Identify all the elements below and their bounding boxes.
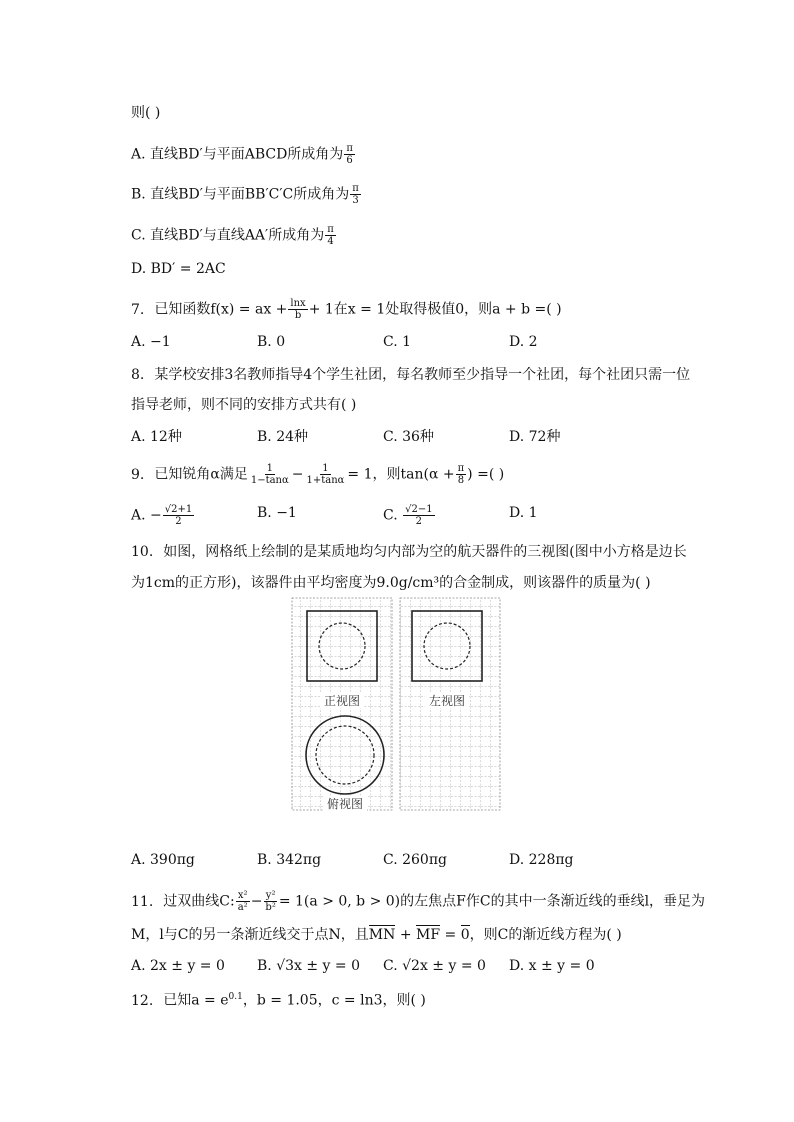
q9-option-b: B. −1 (257, 505, 297, 521)
q11-option-a: A. 2x ± y = 0 (131, 958, 225, 974)
front-view-label: 正视图 (323, 694, 361, 708)
q7-option-b: B. 0 (257, 334, 286, 350)
side-view-label: 左视图 (428, 694, 466, 708)
vector-mn: MN (368, 927, 396, 943)
q10-option-b: B. 342πg (257, 852, 322, 868)
three-view-figure (290, 596, 504, 812)
top-view-label: 俯视图 (326, 797, 364, 811)
q10-option-a: A. 390πg (131, 852, 195, 868)
q11-stem-line2: M，l与C的另一条渐近线交于点N，且MN + MF = 0，则C的渐近线方程为( ) (131, 927, 622, 943)
q6-option-d: D. BD′ = 2AC (131, 261, 226, 277)
vector-mf: MF (416, 927, 441, 943)
q7-stem: 7. 已知函数f(x) = ax + $\frac{\ln x}{b}$ + 1在x = 1处取得极值0，则a + b =( ) (131, 298, 562, 321)
q8-stem-line2: 指导老师，则不同的安排方式共有( ) (131, 397, 357, 413)
q10-option-c: C. 260πg (383, 852, 447, 868)
q8-option-d: D. 72种 (509, 429, 561, 445)
q9-stem: 9. 已知锐角α满足 $\frac{1}{1-\tan\alpha}$ − $\frac{1}{1+\tan\alpha}$ = 1，则tan(α + $\frac{\pi}{8}$ ) =( ) (131, 463, 505, 486)
q8-option-b: B. 24种 (257, 429, 309, 445)
q7-option-c: C. 1 (383, 334, 412, 350)
q9-option-c: C. $\frac{√2-1}{2}$ (383, 504, 433, 527)
q7-option-d: D. 2 (509, 334, 538, 350)
q7-option-a: A. −1 (131, 334, 171, 350)
q12-stem: 12. 已知$a = e^{0.1}$，b = 1.05，c = ln3，则( ) (131, 992, 426, 1009)
q6-stem-end: 则( ) (131, 105, 161, 121)
q6-option-a: A. 直线BD′与平面ABCD所成角为 $\frac{\pi}{6}$ (131, 143, 353, 166)
q11-option-c: C. √2x ± y = 0 (383, 958, 486, 974)
q10-stem-line1: 10. 如图，网格纸上绘制的是某质地均匀内部为空的航天器件的三视图(图中小方格是边长 (131, 544, 687, 560)
q11-stem-line1: 11. 过双曲线C: $\frac{\text{x²}}{\text{a²}}$ − $\frac{\text{y²}}{\text{b²}}$ = 1(a > 0, b > 0)的左焦点F作C的其中一条渐近线的垂线l，垂足为 (131, 890, 706, 913)
q8-stem-line1: 8. 某学校安排3名教师指导4个学生社团，每名教师至少指导一个社团，每个社团只需一位 (131, 367, 691, 383)
q6-option-c: C. 直线BD′与直线AA′所成角为 $\frac{\pi}{4}$ (131, 224, 334, 247)
q6-option-b: B. 直线BD′与平面BB′C′C所成角为 $\frac{\pi}{3}$ (131, 183, 359, 206)
q8-option-a: A. 12种 (131, 429, 182, 445)
q11-option-b: B. √3x ± y = 0 (257, 958, 360, 974)
q9-option-a: A. − $\frac{√2+1}{2}$ (131, 504, 193, 527)
q10-option-d: D. 228πg (509, 852, 574, 868)
zero-vector: 0 (460, 927, 470, 943)
q8-option-c: C. 36种 (383, 429, 434, 445)
q10-stem-line2: 为1cm的正方形)，该器件由平均密度为9.0g/cm³的合金制成，则该器件的质量为( ) (131, 575, 651, 591)
q11-option-d: D. x ± y = 0 (509, 958, 595, 974)
q9-option-d: D. 1 (509, 505, 538, 521)
